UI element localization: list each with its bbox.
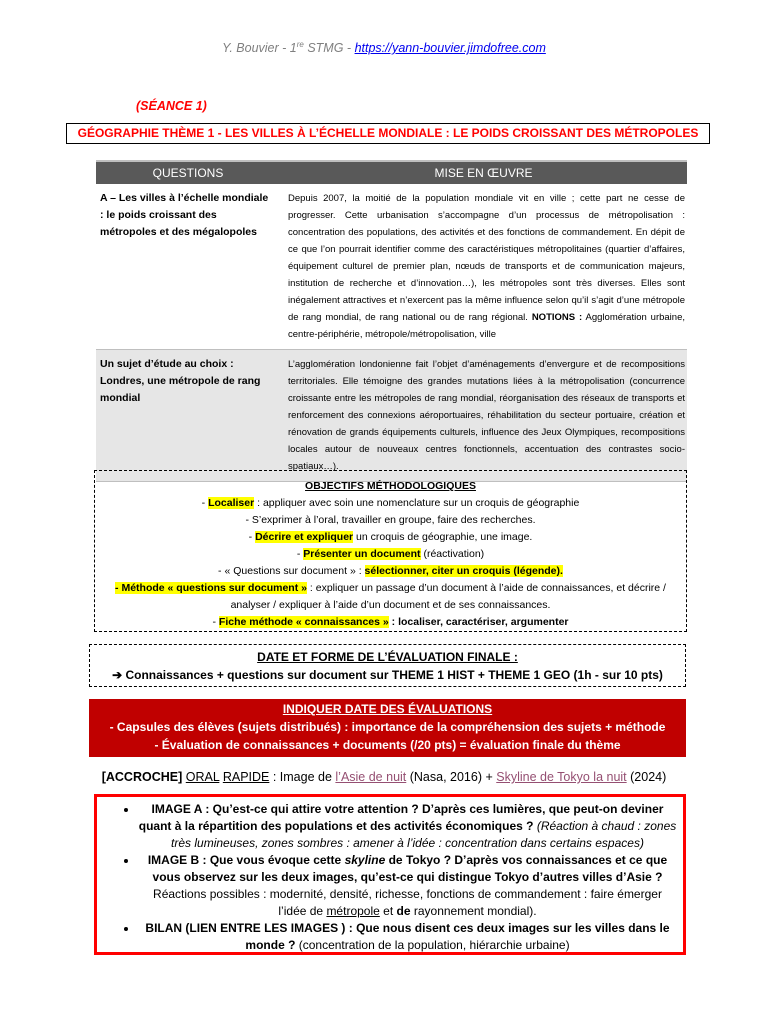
- list-item: • IMAGE A : Qu’est-ce qui attire votre attention ? D’après ces lumières, que peut-on deviner quant à la répartition des populations et des activités économiques ? (Réaction à chaud : zones très lumineuses, zones sombres : amener à l’idée : concentration dans certains espaces): [138, 801, 677, 852]
- objectifs-box: [94, 470, 687, 632]
- col-header-questions: QUESTIONS: [96, 161, 280, 184]
- images-questions-box: [94, 794, 686, 955]
- objectif-line: - Présenter un document (réactivation): [296, 548, 485, 560]
- list-item: • BILAN (LIEN ENTRE LES IMAGES ) : Que nous disent ces deux images sur les villes dans le monde ? (concentration de la population, hiérarchie urbaine): [138, 920, 677, 954]
- objectif-line: - Méthode « questions sur document » : expliquer un passage d’un document à l’aide de connaissances, et décrire / analyser / expliquer à l’aide d’un document et de ses connaissances.: [115, 582, 666, 611]
- mise-cell: [280, 184, 687, 350]
- objectif-line: - S’exprimer à l’oral, travailler en groupe, faire des recherches.: [245, 514, 536, 526]
- seance-label: (SÉANCE 1): [136, 99, 207, 113]
- question-cell: Un sujet d’étude au choix : Londres, une métropole de rang mondial: [96, 350, 280, 482]
- evaluation-dates-box: [89, 699, 686, 757]
- evaluation-box: [89, 644, 686, 687]
- arrow-icon: ➔: [112, 668, 123, 682]
- objectifs-title: OBJECTIFS MÉTHODOLOGIQUES: [305, 480, 476, 492]
- objectif-line: - Décrire et expliquer un croquis de géographie, une image.: [248, 531, 533, 543]
- evaluation-title: DATE ET FORME DE L’ÉVALUATION FINALE :: [257, 650, 518, 664]
- level-sup: re: [296, 40, 304, 49]
- asie-nuit-link[interactable]: l’Asie de nuit: [335, 770, 407, 784]
- theme-title: GÉOGRAPHIE THÈME 1 - LES VILLES À L’ÉCHELLE MONDIALE : LE POIDS CROISSANT DES MÉTROPOLES: [66, 123, 710, 144]
- objectif-line: - Localiser : appliquer avec soin une nomenclature sur un croquis de géographie: [201, 497, 580, 509]
- notions-text: Agglomération urbaine, centre-périphérie, métropole/métropolisation, ville: [288, 312, 685, 340]
- table-row: [96, 184, 687, 350]
- mise-text: Depuis 2007, la moitié de la population mondiale vit en ville ; cette part ne cesse de progresser. Cette urbanisation s’accompagne d’un processus de métropolisation : concentration des populations, des activités et des fonctions de commandement. En dépit de ce que l’on pourrait identifier comme des caractéristiques métropolitaines (quartier d’affaires, équipement culturel de premier plan, nœuds de transports et de communication majeurs, institution de recherche et d’innovation…), les métropoles sont très diverses. Elles sont inégalement attractives et n’exercent pas la même influence selon qu’il s’agit d’une métropole de rang mondial, de rang national ou de rang régional.: [288, 193, 685, 323]
- table-row: [96, 350, 687, 482]
- page-header: [0, 40, 768, 55]
- author: Y. Bouvier - 1: [222, 41, 297, 56]
- red-box-line: - Capsules des élèves (sujets distribués) : importance de la compréhension des sujets + méthode: [109, 720, 666, 734]
- mise-cell: L’agglomération londonienne fait l’objet d’aménagements d’envergure et de recompositions territoriales. Elle témoigne des grandes mutations liées à la métropolisation (concurrence croissante entre les métropoles de rang mondial, réorganisation des réseaux de transports et renforcement des connexions aéroportuaires, réhabilitation du secteur portuaire, création et rénovation de grands équipements culturels, influence des Jeux Olympiques, recompositions locales autour de nouveaux centres fonctionnels, accentuation des contrastes socio-spatiaux…).: [280, 350, 687, 482]
- accroche-line: [ACCROCHE] ORAL RAPIDE : Image de l’Asie de nuit (Nasa, 2016) + Skyline de Tokyo la nuit (2024): [101, 770, 667, 784]
- col-header-mise: MISE EN ŒUVRE: [280, 161, 687, 184]
- evaluation-text: ➔ Connaissances + questions sur document sur THEME 1 HIST + THEME 1 GEO (1h - sur 10 pts): [112, 668, 663, 682]
- red-box-line: - Évaluation de connaissances + documents (/20 pts) = évaluation finale du thème: [154, 738, 621, 752]
- objectif-line: - « Questions sur document » : sélectionner, citer un croquis (légende).: [218, 565, 563, 577]
- tokyo-skyline-link[interactable]: Skyline de Tokyo la nuit: [496, 770, 627, 784]
- objectif-line: - Fiche méthode « connaissances » : localiser, caractériser, argumenter: [212, 616, 569, 628]
- programme-table: [96, 160, 687, 482]
- notions-label: NOTIONS :: [531, 312, 583, 323]
- question-cell: A – Les villes à l’échelle mondiale : le poids croissant des métropoles et des mégalopoles: [96, 184, 280, 350]
- level: STMG -: [303, 41, 355, 56]
- red-box-title: INDIQUER DATE DES ÉVALUATIONS: [282, 702, 493, 716]
- website-link[interactable]: https://yann-bouvier.jimdofree.com: [354, 41, 546, 56]
- list-item: • IMAGE B : Que vous évoque cette skyline de Tokyo ? D’après vos connaissances et ce que vous observez sur les deux images, qu’est-ce qui distingue Tokyo d’autres villes d’Asie ? Réactions possibles : modernité, densité, richesse, fonctions de commandement : faire émerger l’idée de métropole et de rayonnement mondial).: [138, 852, 677, 920]
